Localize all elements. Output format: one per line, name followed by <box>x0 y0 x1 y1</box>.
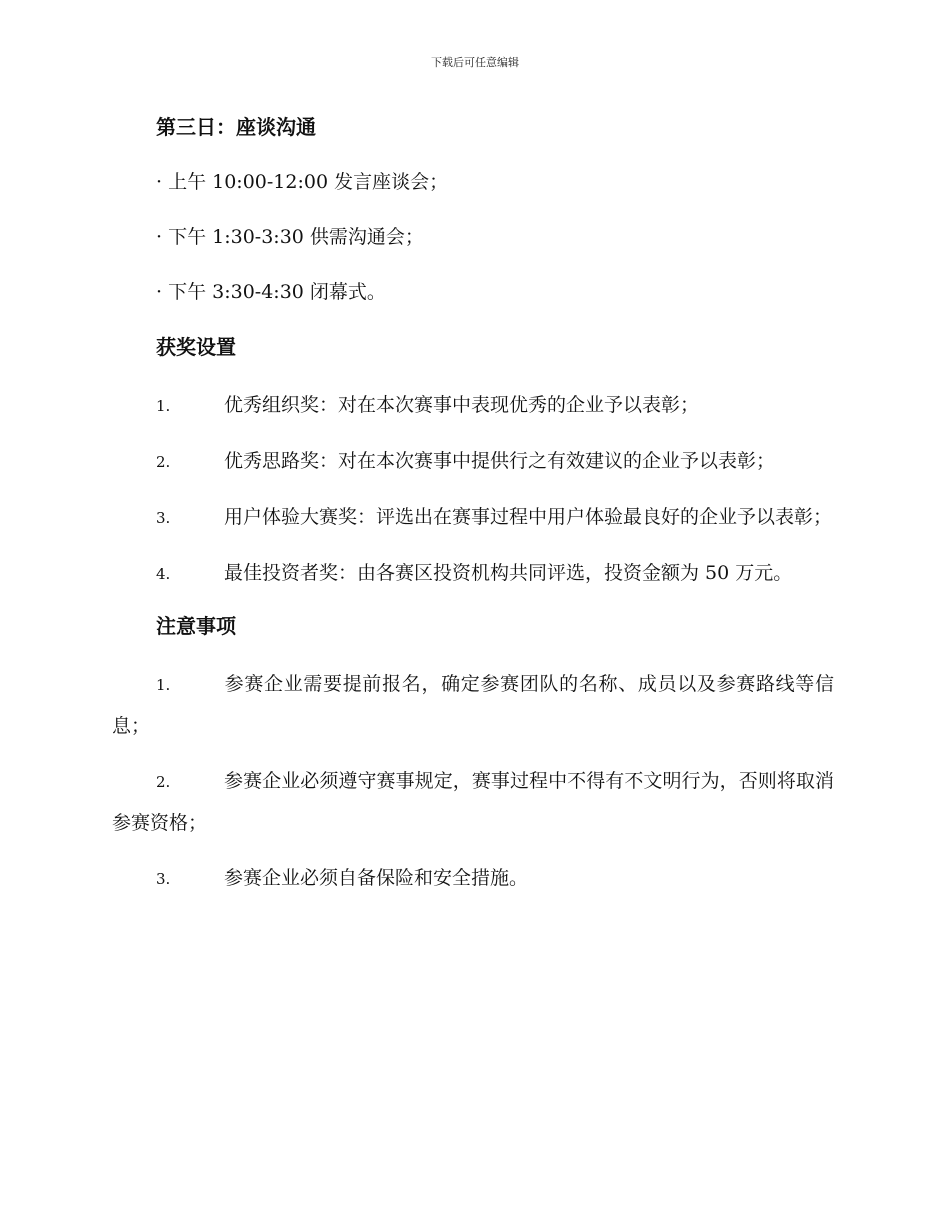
list-number: 4. <box>156 565 171 583</box>
list-text: 参赛企业必须自备保险和安全措施。 <box>224 867 529 889</box>
list-text: 参赛企业需要提前报名，确定参赛团队的名称、成员以及参赛路线等信息； <box>112 673 834 737</box>
note-item <box>112 761 834 844</box>
list-number: 2. <box>156 453 171 471</box>
section-heading-awards: 获奖设置 <box>156 335 236 359</box>
list-text: 优秀思路奖：对在本次赛事中提供行之有效建议的企业予以表彰； <box>224 450 776 472</box>
list-text: 用户体验大赛奖：评选出在赛事过程中用户体验最良好的企业予以表彰； <box>224 506 833 528</box>
list-number: 2. <box>156 773 171 791</box>
award-item <box>112 497 834 539</box>
schedule-item: · 上午 10:00-12:00 发言座谈会； <box>156 171 449 193</box>
note-item <box>112 858 834 900</box>
document-body <box>112 110 834 914</box>
note-item <box>112 664 834 747</box>
list-text: 参赛企业必须遵守赛事规定，赛事过程中不得有不文明行为，否则将取消参赛资格； <box>112 770 834 834</box>
list-text: 优秀组织奖：对在本次赛事中表现优秀的企业予以表彰； <box>224 394 700 416</box>
schedule-item: · 下午 1:30-3:30 供需沟通会； <box>156 226 424 248</box>
list-text: 最佳投资者奖：由各赛区投资机构共同评选，投资金额为 50 万元。 <box>224 562 793 584</box>
page-header: 下载后可任意编辑 <box>431 56 519 69</box>
section-heading-notes: 注意事项 <box>156 614 236 638</box>
award-item <box>112 553 834 595</box>
award-item <box>112 441 834 483</box>
list-number: 1. <box>156 676 171 694</box>
list-number: 1. <box>156 397 171 415</box>
section-heading-day3: 第三日：座谈沟通 <box>156 115 316 139</box>
award-item <box>112 385 834 427</box>
list-number: 3. <box>156 509 171 527</box>
list-number: 3. <box>156 870 171 888</box>
schedule-item: · 下午 3:30-4:30 闭幕式。 <box>156 281 386 303</box>
